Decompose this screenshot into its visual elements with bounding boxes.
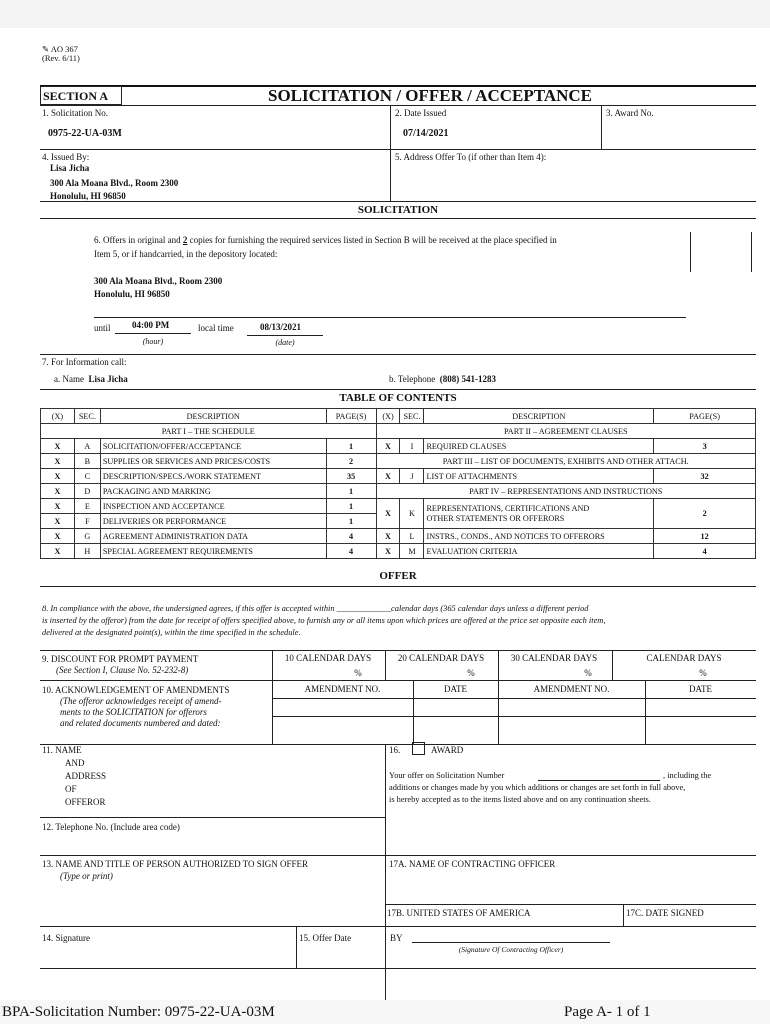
until-label: until bbox=[94, 323, 111, 333]
section-label: SECTION A bbox=[43, 89, 109, 103]
toc-cell: X bbox=[41, 529, 75, 544]
ack-line3: and related documents numbered and dated: bbox=[60, 718, 221, 728]
date-issued-label: 2. Date Issued bbox=[395, 108, 447, 118]
toc-cell: INSTRS., CONDS., AND NOTICES TO OFFERORS bbox=[424, 529, 654, 544]
award-text-1: Your offer on Solicitation Number bbox=[389, 771, 505, 780]
discount-30-days: 30 CALENDAR DAYS bbox=[510, 653, 598, 663]
toc-cell: PACKAGING AND MARKING bbox=[100, 484, 326, 499]
toc-cell: X bbox=[41, 544, 75, 559]
toc-row bbox=[41, 529, 756, 544]
amendment-no-header-2: AMENDMENT NO. bbox=[533, 684, 610, 694]
delivery-address2: Honolulu, HI 96850 bbox=[94, 289, 170, 299]
form-code: ✎ AO 367 bbox=[42, 44, 78, 54]
date-signed-label: 17C. DATE SIGNED bbox=[626, 908, 704, 918]
amendment-no-header-1: AMENDMENT NO. bbox=[304, 684, 381, 694]
issued-by-address1: 300 Ala Moana Blvd., Room 2300 bbox=[50, 178, 179, 188]
toc-cell: PART II – AGREEMENT CLAUSES bbox=[376, 424, 755, 439]
toc-cell: REPRESENTATIONS, CERTIFICATIONS AND OTHER STATEMENTS OR OFFERORS bbox=[424, 499, 654, 529]
issued-by-label: 4. Issued By: bbox=[42, 152, 90, 162]
toc-cell: X bbox=[376, 439, 400, 454]
discount-label: 9. DISCOUNT FOR PROMPT PAYMENT bbox=[42, 654, 199, 664]
award-text-3: is hereby accepted as to the items listed above and on any continuation sheets. bbox=[389, 795, 651, 804]
toc-cell: DELIVERIES OR PERFORMANCE bbox=[100, 514, 326, 529]
toc-cell: X bbox=[41, 514, 75, 529]
ack-line1: (The offeror acknowledges receipt of amend- bbox=[60, 696, 222, 706]
toc-row bbox=[41, 439, 756, 454]
toc-cell: (X) bbox=[376, 409, 400, 424]
toc-cell: X bbox=[376, 544, 400, 559]
toc-cell: DESCRIPTION bbox=[424, 409, 654, 424]
toc-cell: 12 bbox=[654, 529, 756, 544]
toc-cell: X bbox=[41, 439, 75, 454]
toc-cell: 4 bbox=[326, 544, 376, 559]
info-name: a. Name Lisa Jicha bbox=[54, 374, 128, 384]
delivery-address1: 300 Ala Moana Blvd., Room 2300 bbox=[94, 276, 223, 286]
solicitation-no-label: 1. Solicitation No. bbox=[42, 108, 108, 118]
signature-label: 14. Signature bbox=[42, 933, 90, 943]
toc-cell: I bbox=[400, 439, 424, 454]
pen-icon: ✎ bbox=[42, 44, 51, 54]
offeror-name-address-label: 11. NAME AND ADDRESS OF OFFEROR bbox=[42, 745, 107, 807]
offer-heading: OFFER bbox=[379, 570, 417, 582]
toc-cell: 4 bbox=[654, 544, 756, 559]
date-issued: 07/14/2021 bbox=[403, 128, 449, 139]
toc-cell: (X) bbox=[41, 409, 75, 424]
info-telephone: b. Telephone (808) 541-1283 bbox=[389, 374, 496, 384]
toc-cell: 4 bbox=[326, 529, 376, 544]
toc-cell: K bbox=[400, 499, 424, 529]
toc-cell: SEC. bbox=[400, 409, 424, 424]
toc-cell: L bbox=[400, 529, 424, 544]
contracting-officer-label: 17A. NAME OF CONTRACTING OFFICER bbox=[389, 859, 556, 869]
item6-line2: Item 5, or if handcarried, in the depository located: bbox=[94, 249, 278, 259]
toc-cell: 1 bbox=[326, 439, 376, 454]
offer-date-label: 15. Offer Date bbox=[299, 933, 352, 943]
award-number: 16. bbox=[389, 745, 401, 755]
toc-cell: PART III – LIST OF DOCUMENTS, EXHIBITS AND OTHER ATTACH. bbox=[376, 454, 755, 469]
discount-30-pct[interactable]: % bbox=[584, 668, 592, 678]
toc-cell: 2 bbox=[326, 454, 376, 469]
usa-label: 17B. UNITED STATES OF AMERICA bbox=[387, 908, 531, 918]
toc-cell: EVALUATION CRITERIA bbox=[424, 544, 654, 559]
toc-cell: 1 bbox=[326, 484, 376, 499]
toc-cell: X bbox=[41, 484, 75, 499]
toc-cell: PART IV – REPRESENTATIONS AND INSTRUCTIONS bbox=[376, 484, 755, 499]
toc-row bbox=[41, 454, 756, 469]
toc-cell: M bbox=[400, 544, 424, 559]
toc-row bbox=[41, 499, 756, 514]
toc-cell: X bbox=[376, 529, 400, 544]
offer-para2: is inserted by the offeror) from the date for receipt of offers specified above, to furnish any or all items upon which prices are offered at the price set opposite each item, bbox=[42, 616, 606, 625]
toc-cell: X bbox=[376, 499, 400, 529]
solicitation-no: 0975-22-UA-03M bbox=[48, 128, 122, 139]
discount-sub: (See Section I, Clause No. 52-232-8) bbox=[56, 665, 189, 675]
officer-signature-line[interactable] bbox=[412, 942, 610, 943]
footer-bar bbox=[0, 1000, 770, 1024]
toc-cell: SUPPLIES OR SERVICES AND PRICES/COSTS bbox=[100, 454, 326, 469]
amendment-date-header-1: DATE bbox=[444, 684, 467, 694]
discount-cal-days: CALENDAR DAYS bbox=[646, 653, 722, 663]
date-label: (date) bbox=[275, 338, 295, 347]
toc-table bbox=[40, 408, 756, 559]
toc-heading: TABLE OF CONTENTS bbox=[339, 392, 457, 404]
award-no-label: 3. Award No. bbox=[606, 108, 654, 118]
toc-cell: B bbox=[74, 454, 100, 469]
authorized-person-label: 13. NAME AND TITLE OF PERSON AUTHORIZED TO SIGN OFFER bbox=[42, 859, 309, 869]
toc-row bbox=[41, 484, 756, 499]
toc-cell: PAGE(S) bbox=[326, 409, 376, 424]
offer-para3: delivered at the designated point(s), within the time specified in the schedule. bbox=[42, 628, 301, 637]
discount-10-pct[interactable]: % bbox=[354, 668, 362, 678]
authorized-person-sub: (Type or print) bbox=[60, 871, 113, 881]
toc-cell: 2 bbox=[654, 499, 756, 529]
toc-cell: E bbox=[74, 499, 100, 514]
due-time: 04:00 PM bbox=[132, 320, 170, 330]
toc-cell: G bbox=[74, 529, 100, 544]
toc-cell: A bbox=[74, 439, 100, 454]
toc-cell: C bbox=[74, 469, 100, 484]
toc-cell: F bbox=[74, 514, 100, 529]
toc-cell: SEC. bbox=[74, 409, 100, 424]
toc-cell: LIST OF ATTACHMENTS bbox=[424, 469, 654, 484]
toc-cell: X bbox=[41, 499, 75, 514]
toc-header-row bbox=[41, 409, 756, 424]
toc-cell: X bbox=[41, 469, 75, 484]
amendment-date-header-2: DATE bbox=[689, 684, 712, 694]
toc-cell: AGREEMENT ADMINISTRATION DATA bbox=[100, 529, 326, 544]
toc-cell: D bbox=[74, 484, 100, 499]
form-page bbox=[0, 28, 770, 1000]
toc-cell: J bbox=[400, 469, 424, 484]
issued-by-name: Lisa Jicha bbox=[50, 163, 90, 173]
award-checkbox[interactable] bbox=[412, 742, 425, 755]
toc-cell: REQUIRED CLAUSES bbox=[424, 439, 654, 454]
form-rev: (Rev. 6/11) bbox=[42, 53, 80, 63]
toc-cell: 1 bbox=[326, 514, 376, 529]
award-text-1b: , including the bbox=[663, 771, 712, 780]
discount-20-days: 20 CALENDAR DAYS bbox=[397, 653, 485, 663]
toc-cell: INSPECTION AND ACCEPTANCE bbox=[100, 499, 326, 514]
ack-label: 10. ACKNOWLEDGEMENT OF AMENDMENTS bbox=[42, 685, 230, 695]
discount-20-pct[interactable]: % bbox=[467, 668, 475, 678]
toc-cell: DESCRIPTION/SPECS./WORK STATEMENT bbox=[100, 469, 326, 484]
toc-cell: 3 bbox=[654, 439, 756, 454]
toc-cell: DESCRIPTION bbox=[100, 409, 326, 424]
toc-cell: SPECIAL AGREEMENT REQUIREMENTS bbox=[100, 544, 326, 559]
award-text-2: additions or changes made by you which additions or changes are set forth in full above, bbox=[389, 783, 686, 792]
local-time-label: local time bbox=[198, 323, 234, 333]
ack-line2: ments to the SOLICITATION for offerors bbox=[60, 707, 207, 717]
toc-cell: 32 bbox=[654, 469, 756, 484]
footer-solicitation-number: BPA-Solicitation Number: 0975-22-UA-03M bbox=[2, 1004, 275, 1020]
toc-row bbox=[41, 424, 756, 439]
toc-cell: 35 bbox=[326, 469, 376, 484]
info-label: 7. For Information call: bbox=[42, 357, 127, 367]
by-label: BY bbox=[390, 933, 403, 943]
form-title: SOLICITATION / OFFER / ACCEPTANCE bbox=[268, 86, 592, 105]
footer-page-number: Page A- 1 of 1 bbox=[564, 1004, 651, 1020]
toc-row bbox=[41, 544, 756, 559]
toc-cell: X bbox=[41, 454, 75, 469]
discount-cal-pct[interactable]: % bbox=[699, 668, 707, 678]
telephone-label: 12. Telephone No. (Include area code) bbox=[42, 822, 180, 832]
toc-cell: X bbox=[376, 469, 400, 484]
toc-cell: PAGE(S) bbox=[654, 409, 756, 424]
due-date: 08/13/2021 bbox=[260, 322, 302, 332]
solicitation-heading: SOLICITATION bbox=[357, 204, 439, 216]
officer-signature-caption: (Signature Of Contracting Officer) bbox=[458, 945, 564, 954]
discount-10-days: 10 CALENDAR DAYS bbox=[284, 653, 372, 663]
toc-cell: SOLICITATION/OFFER/ACCEPTANCE bbox=[100, 439, 326, 454]
offer-para1: 8. In compliance with the above, the undersigned agrees, if this offer is accepted within _____________calendar days (365 calendar days unless a different period bbox=[42, 604, 589, 613]
toc-cell: PART I – THE SCHEDULE bbox=[41, 424, 377, 439]
address-offer-label: 5. Address Offer To (if other than Item 4): bbox=[395, 152, 547, 162]
toc-cell: 1 bbox=[326, 499, 376, 514]
toc-cell: H bbox=[74, 544, 100, 559]
award-label: AWARD bbox=[431, 745, 464, 755]
item6-line1: 6. Offers in original and 2 copies for furnishing the required services listed in Section B will be received at the place specified in bbox=[94, 235, 557, 245]
issued-by-address2: Honolulu, HI 96850 bbox=[50, 191, 126, 201]
hour-label: (hour) bbox=[142, 337, 164, 346]
toc-row bbox=[41, 469, 756, 484]
